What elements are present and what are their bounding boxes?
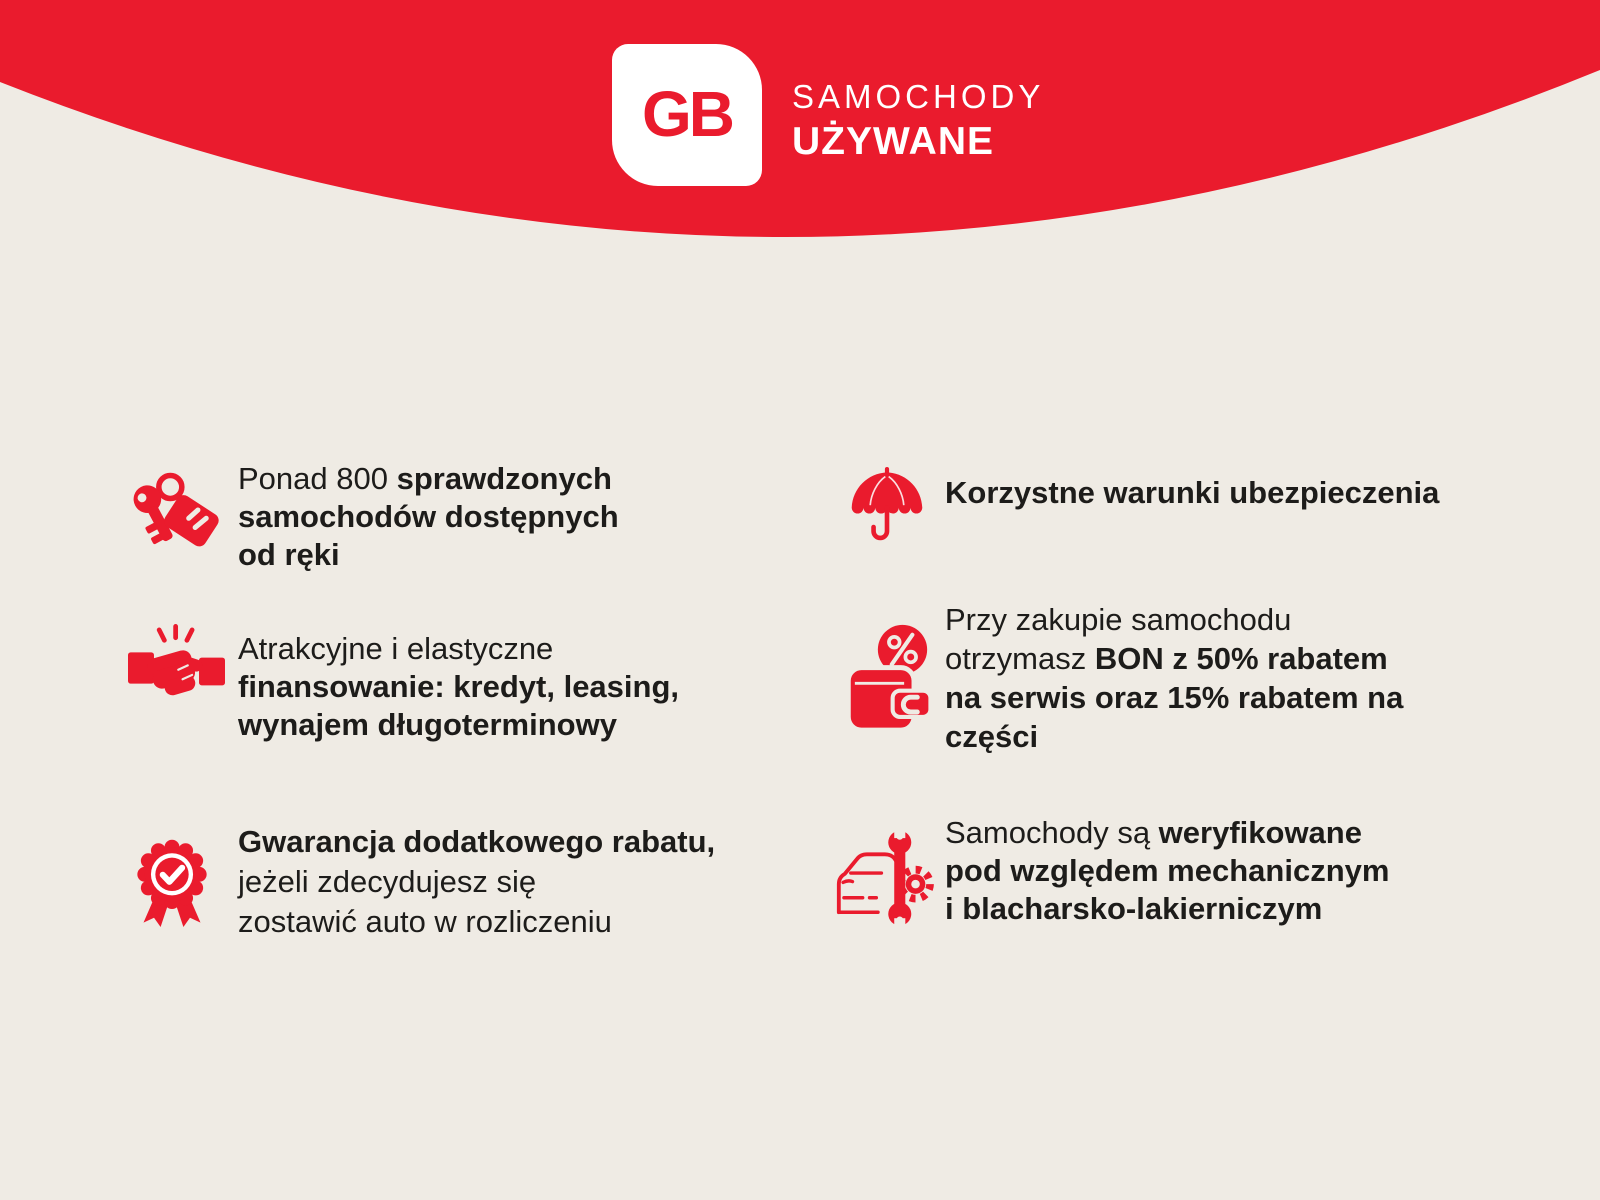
feature-text-segment: BON z 50% rabatem: [1094, 641, 1388, 676]
feature-text-segment: samochodów dostępnych: [238, 499, 619, 534]
feature-available-cars: [128, 450, 619, 574]
handshake-icon: [128, 612, 238, 719]
feature-text-segment: na serwis oraz 15% rabatem na: [945, 680, 1404, 715]
feature-text-segment: i blacharsko-lakierniczym: [945, 891, 1323, 926]
feature-text-segment: Atrakcyjne i elastyczne: [238, 631, 554, 666]
feature-text-segment: weryfikowane: [1158, 815, 1362, 850]
feature-text: [945, 596, 1403, 756]
award-badge-icon: [128, 820, 238, 939]
feature-text-segment: pod względem mechanicznym: [945, 853, 1390, 888]
feature-financing: [128, 612, 679, 744]
feature-text-segment: otrzymasz: [945, 641, 1095, 676]
feature-verification: [832, 806, 1389, 937]
feature-text: [238, 612, 679, 744]
feature-text-segment: zostawić auto w rozliczeniu: [238, 904, 612, 939]
brand-line1: SAMOCHODY: [792, 78, 1045, 115]
feature-text-segment: Przy zakupie samochodu: [945, 602, 1292, 637]
feature-text-segment: wynajem długoterminowy: [238, 707, 617, 742]
feature-text-segment: jeżeli zdecydujesz się: [238, 864, 537, 899]
car-service-icon: [832, 806, 945, 937]
feature-text-segment: od ręki: [238, 537, 340, 572]
key-tag-icon: [128, 450, 238, 563]
feature-text-segment: Ponad 800: [238, 461, 397, 496]
feature-text: [238, 450, 619, 574]
umbrella-icon: [845, 452, 945, 555]
feature-text-segment: Gwarancja dodatkowego rabatu,: [238, 824, 716, 859]
brand-logo: [612, 44, 762, 186]
feature-text-segment: Korzystne warunki ubezpieczenia: [945, 475, 1440, 510]
wallet-percent-icon: [845, 596, 945, 740]
feature-text-segment: Samochody są: [945, 815, 1159, 850]
feature-discount-guarantee: [128, 820, 715, 942]
brand-wordmark: [792, 78, 1044, 164]
feature-insurance: [845, 452, 1439, 555]
feature-text: [945, 452, 1439, 512]
logo-text: GB: [642, 78, 732, 150]
feature-text-segment: sprawdzonych: [396, 461, 612, 496]
feature-text-segment: finansowanie: kredyt, leasing,: [238, 669, 680, 704]
feature-text: [945, 806, 1389, 928]
brand-line2: UŻYWANE: [792, 120, 994, 163]
feature-text: [238, 820, 715, 942]
feature-text-segment: części: [945, 719, 1039, 754]
feature-service-bonus: [845, 596, 1403, 756]
